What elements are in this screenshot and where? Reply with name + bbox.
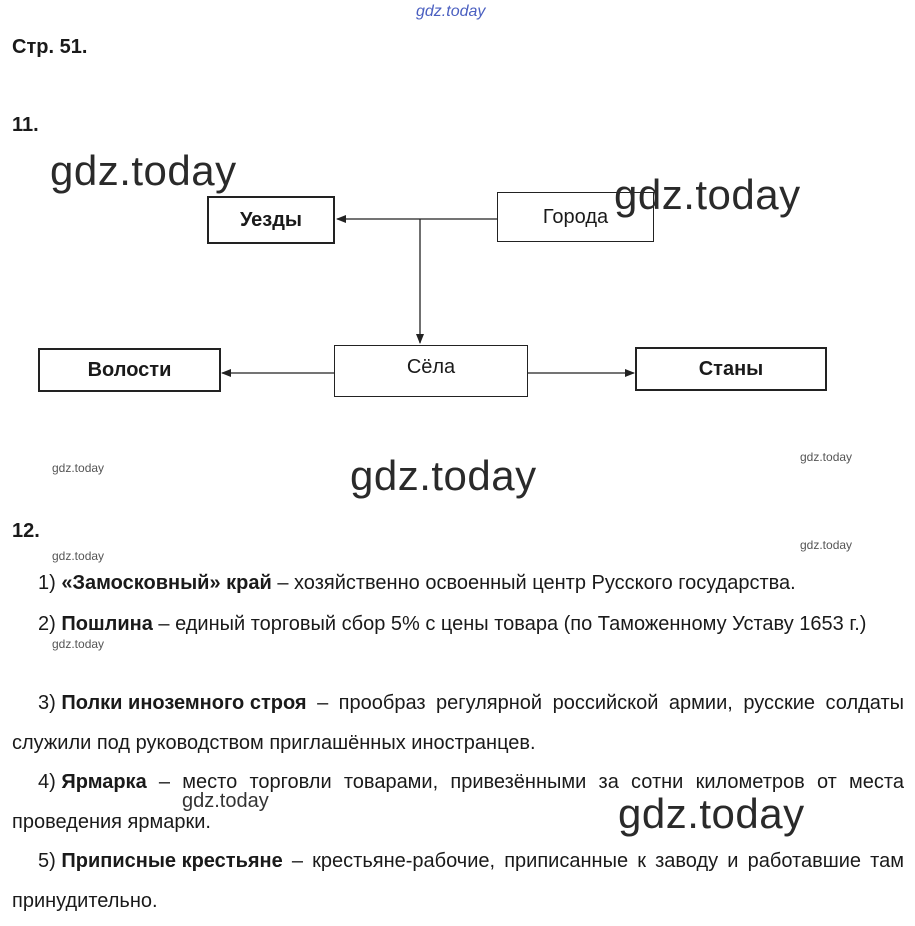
item-definition: – единый торговый сбор 5% с цены товара (по Таможенному Уставу 1653 г.) xyxy=(152,613,867,635)
watermark-small: gdz.today xyxy=(52,637,105,651)
watermark-big: gdz.today xyxy=(618,790,805,837)
definition-item-1 xyxy=(12,563,904,603)
box-stany: Станы xyxy=(635,347,827,391)
task-11-number: 11. xyxy=(12,114,39,136)
definition-item-2 xyxy=(12,604,904,644)
task-12-number: 12. xyxy=(12,520,40,542)
watermark-small: gdz.today xyxy=(52,461,105,475)
box-goroda: Города xyxy=(497,192,654,242)
watermark-small: gdz.today xyxy=(52,549,105,563)
page-heading: Стр. 51. xyxy=(12,36,88,58)
item-term: Приписные крестьяне xyxy=(61,850,283,872)
item-number: 4) xyxy=(38,771,56,793)
item-number: 3) xyxy=(38,692,56,714)
definition-item-5 xyxy=(12,841,904,921)
item-definition: – хозяйственно освоенный центр Русского государства. xyxy=(271,572,796,594)
watermark-big: gdz.today xyxy=(614,171,801,218)
item-number: 5) xyxy=(38,850,56,872)
item-definition: – место торговли товарами, привезёнными за сотни километров от места проведения ярмарки. xyxy=(12,771,904,833)
watermark-top: gdz.today xyxy=(416,3,486,20)
box-volosti: Волости xyxy=(38,348,221,392)
watermark-big: gdz.today xyxy=(50,147,237,194)
item-term: Полки иноземного строя xyxy=(61,692,307,714)
item-term: Ярмарка xyxy=(61,771,147,793)
box-uezdy: Уезды xyxy=(207,196,335,244)
item-definition: – прообраз регулярной российской армии, русские солдаты служили под руководством приглашённых иностранцев. xyxy=(12,692,904,754)
watermark-small: gdz.today xyxy=(800,538,853,552)
item-term: Пошлина xyxy=(61,613,153,635)
watermark-small: gdz.today xyxy=(800,450,853,464)
item-definition: – крестьяне-рабочие, приписанные к заводу и работавшие там принудительно. xyxy=(12,850,904,912)
box-sela: Сёла xyxy=(334,345,528,397)
watermark-mid: gdz.today xyxy=(182,790,269,812)
item-term: «Замосковный» край xyxy=(61,572,272,594)
item-number: 2) xyxy=(38,613,56,635)
definition-item-3 xyxy=(12,683,904,763)
watermark-big: gdz.today xyxy=(350,452,537,499)
item-number: 1) xyxy=(38,572,56,594)
